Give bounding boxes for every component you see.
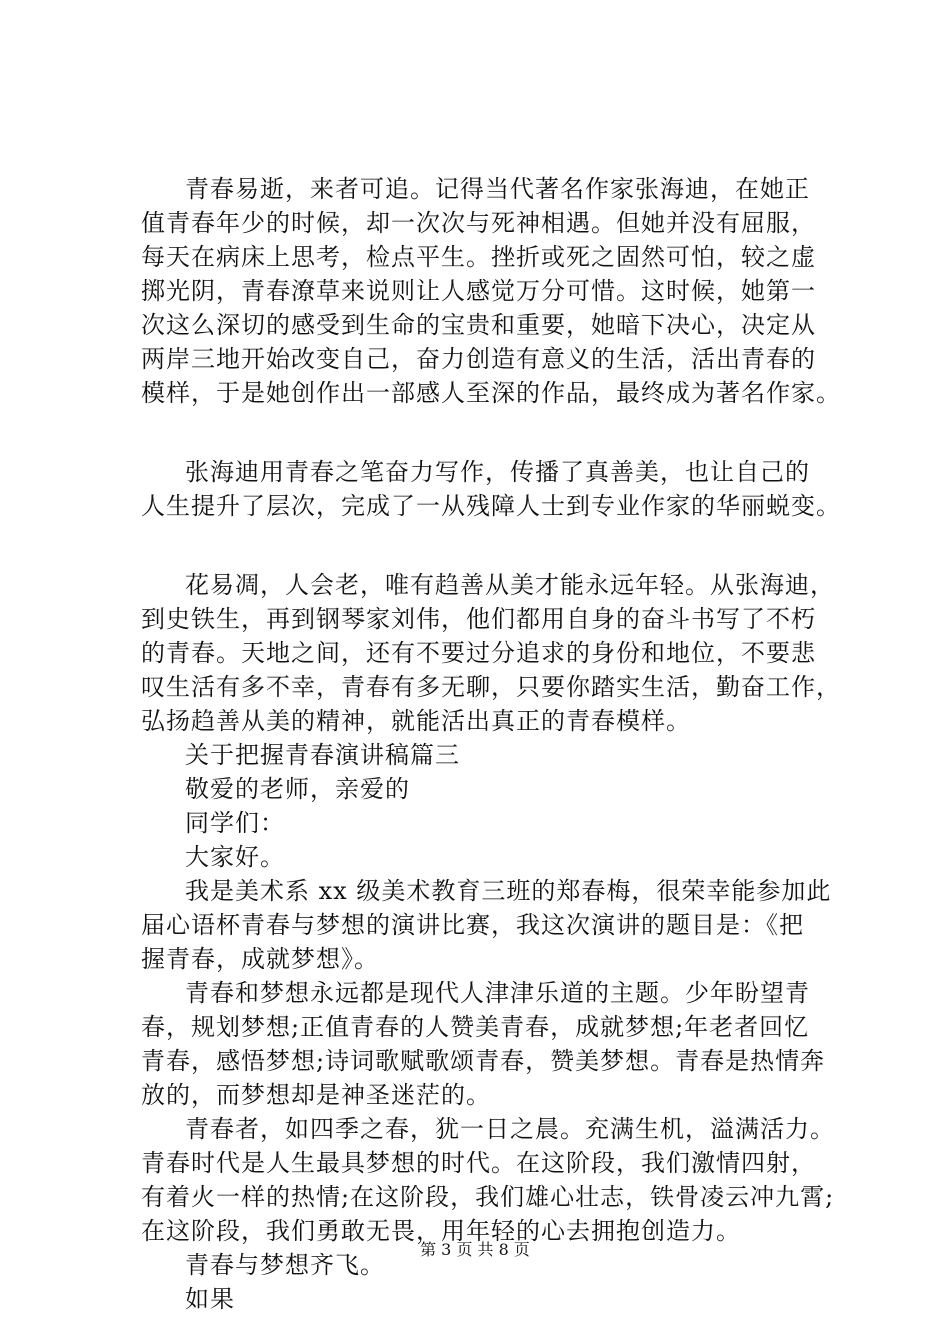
text-line: 到史铁生，再到钢琴家刘伟，他们都用自身的奋斗书写了不朽	[141, 605, 816, 633]
text-line: 张海迪用青春之笔奋力写作，传播了真善美，也让自己的	[185, 458, 810, 486]
paragraph-gap	[141, 523, 861, 568]
text-line: 如果	[185, 1285, 235, 1313]
text-line: 放的，而梦想却是神圣迷茫的。	[141, 1081, 491, 1109]
text-line: 叹生活有多不幸，青春有多无聊，只要你踏实生活，勤奋工作，	[141, 673, 841, 701]
text-line: 有着火一样的热情;在这阶段，我们雄心壮志，铁骨凌云冲九霄;	[141, 1183, 835, 1211]
paragraph-transformation	[141, 455, 861, 523]
salutation-line: 同学们：	[185, 809, 285, 837]
page-number-footer: 第 3 页 共 8 页	[420, 1240, 530, 1259]
text-line: 次这么深切的感受到生命的宝贵和重要，她暗下决心，决定从	[141, 311, 816, 339]
text-line: 青春与梦想齐飞。	[185, 1251, 385, 1279]
text-line: 青春者，如四季之春，犹一日之晨。充满生机，溢满活力。	[185, 1115, 835, 1143]
text-line: 人生提升了层次，完成了一从残障人士到专业作家的华丽蜕变。	[141, 492, 841, 520]
text-line: 每天在病床上思考，检点平生。挫折或死之固然可怕，较之虚	[141, 243, 816, 271]
document-body	[141, 172, 861, 1316]
section-heading: 关于把握青春演讲稿篇三	[185, 741, 460, 769]
text-line: 在这阶段，我们勇敢无畏，用年轻的心去拥抱创造力。	[141, 1217, 741, 1245]
text-line: 弘扬趋善从美的精神，就能活出真正的青春模样。	[141, 707, 691, 735]
paragraph-speech-section	[141, 568, 861, 1316]
text-line: 青春易逝，来者可追。记得当代著名作家张海迪，在她正	[185, 175, 810, 203]
text-line: 我是美术系 xx 级美术教育三班的郑春梅，很荣幸能参加此	[185, 877, 832, 905]
paragraph-gap	[141, 410, 861, 455]
text-line: 握青春，成就梦想》。	[141, 945, 379, 973]
text-line: 两岸三地开始改变自己，奋力创造有意义的生活，活出青春的	[141, 345, 816, 373]
greeting-line: 大家好。	[185, 843, 285, 871]
text-line: 青春和梦想永远都是现代人津津乐道的主题。少年盼望青	[185, 979, 810, 1007]
text-line: 模样，于是她创作出一部感人至深的作品，最终成为著名作家。	[141, 379, 841, 407]
salutation-line: 敬爱的老师，亲爱的	[185, 775, 410, 803]
text-line: 青春时代是人生最具梦想的时代。在这阶段，我们激情四射，	[141, 1149, 816, 1177]
text-line: 掷光阴，青春潦草来说则让人感觉万分可惜。这时候，她第一	[141, 277, 816, 305]
paragraph-zhang-haidi-story	[141, 172, 861, 410]
text-line: 届心语杯青春与梦想的演讲比赛，我这次演讲的题目是：《把	[141, 911, 804, 939]
text-line: 春，规划梦想;正值青春的人赞美青春，成就梦想;年老者回忆	[141, 1013, 810, 1041]
text-line: 花易凋，人会老，唯有趋善从美才能永远年轻。从张海迪，	[185, 571, 835, 599]
text-line: 的青春。天地之间，还有不要过分追求的身份和地位，不要悲	[141, 639, 816, 667]
text-line: 值青春年少的时候，却一次次与死神相遇。但她并没有屈服，	[141, 209, 816, 237]
text-line: 青春，感悟梦想;诗词歌赋歌颂青春，赞美梦想。青春是热情奔	[141, 1047, 826, 1075]
